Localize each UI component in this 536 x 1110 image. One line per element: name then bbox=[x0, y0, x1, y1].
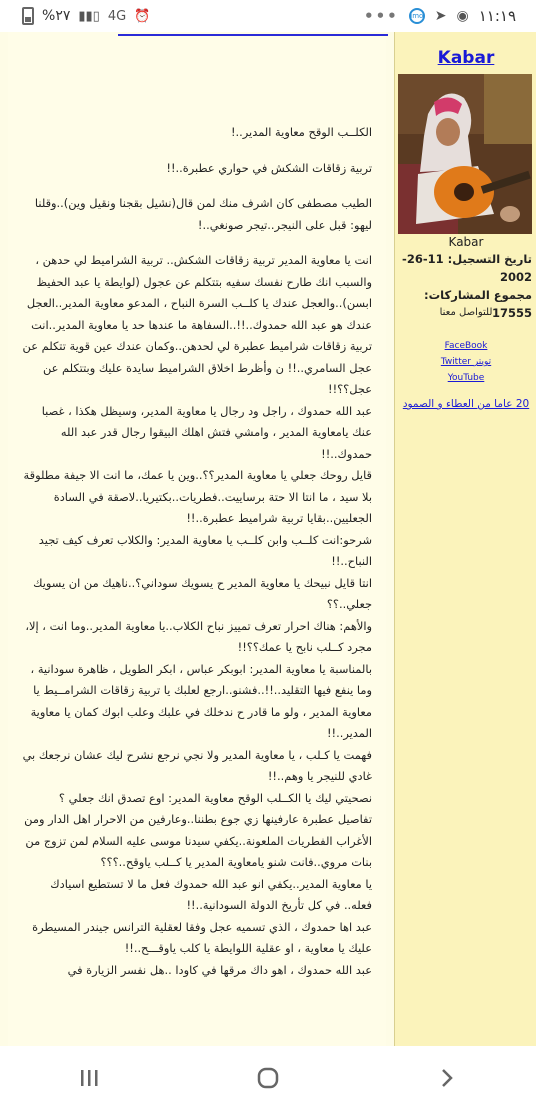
home-icon bbox=[256, 1066, 280, 1090]
imo-icon: imo bbox=[409, 8, 425, 24]
recent-apps-icon bbox=[79, 1068, 99, 1088]
recent-apps-button[interactable] bbox=[59, 1058, 119, 1098]
status-bar bbox=[0, 0, 536, 32]
posts-count: مجموع المشاركات: 17555 bbox=[424, 288, 532, 320]
telegram-icon: ➤ bbox=[434, 8, 447, 24]
post-body bbox=[8, 32, 386, 981]
post-paragraph: شرحو:انت كلــب وابن كلــب يا معاوية المدير: والكلاب تعرف كيف تجيد النباح..!! bbox=[38, 532, 372, 568]
post-paragraph: الطيب مصطفى كان اشرف منك لمن قال(نشيل بقجنا ونقيل وين)..وقلنا ليهو: قبل على النيجر..تيجر صونغي..! bbox=[34, 196, 372, 232]
post-paragraph: يا معاوية المدير..يكفي انو عبد الله حمدوك فعل ما لا تستطيع اسيادك فعله.. في كل تأريخ الدولة السودانية..!! bbox=[50, 876, 372, 912]
post-paragraph: تربية زقاقات الشكش في حواري عطبرة..!! bbox=[166, 160, 372, 175]
alarm-icon: ⏰ bbox=[134, 8, 151, 24]
android-nav-bar bbox=[0, 1046, 536, 1110]
contact-label: للتواصل معنا bbox=[439, 307, 493, 318]
post-paragraph: تفاصيل عطبرة عارفينها زي جوع بطننا..وعارفين من الاحرار اهل الدار ومن الأغراب الفطريات الملعونة..يكفي سيدنا موسى عليه السلام لمن تزوج من بنات مروي..فانت شنو يامعاوية المدير يا كــلب ياوقح..؟؟؟ bbox=[24, 812, 372, 869]
paragraph-gap bbox=[22, 179, 372, 193]
facebook-link[interactable]: FaceBook bbox=[444, 341, 488, 351]
paragraph-gap bbox=[22, 144, 372, 158]
post-paragraph: انت يا معاوية المدير تربية زقاقات الشكش.. تربية الشراميط لي حدهن ، والسبب انك طارح نفسك سفيه بتتكلم عن عجول (لوايطة يا عبد الحفيظ ابسن)..والعجل عندك يا كلــب السرة النباح ، المدعو معاوية المدير..العجل عندك هو عبد الله حمدوك..!!..السفاهة ما عندها حد يا معاوية المدير..انت تربية زقاقات شراميط عطبرة لي لحدهن..وكمان عندك عين قوية تتكلم عن عجل السامري..!! ن وأظرط اخلاق الشراميط سايدة عليك وبتتكلم عن عجل؟؟!! bbox=[22, 253, 372, 396]
registration-date: تاريخ التسجيل: 11-26-2002 bbox=[402, 252, 532, 284]
post-paragraph: بالمناسبة يا معاوية المدير: ابوبكر عباس ، ابكر الطويل ، ظاهرة سودانية ، وما ينفع فيها التقليد..!!..فشنو..ارجع لعلبك يا تربية زقاقات الشرامــيط يا معاوية المدير ، ولو ما قادر ح ندخلك في علبك وعلب ابوك كمان يا معاوية المدير..!! bbox=[30, 661, 372, 740]
home-button[interactable] bbox=[238, 1058, 298, 1098]
post-paragraph: عبد الله حمدوك ، اهو داك مرقها في كاودا ..هل نفسر الزيارة في bbox=[67, 962, 372, 977]
post-paragraph: قايل روحك جعلي يا معاوية المدير؟؟..وين يا عمك، ما انت الا جيفة مطلوقة بلا سيد ، ما انتا الا حتة برساييت..فطريات..بكتيريا..لاصقة في السادة الجعليين..بقايا تربية شراميط عطبرة..!! bbox=[23, 468, 372, 525]
more-icon: ••• bbox=[364, 7, 399, 25]
network-type: 4G bbox=[107, 8, 127, 24]
promo-link[interactable]: 20 عاما من العطاء و الصمود bbox=[402, 398, 530, 410]
battery-level: %٢٧ bbox=[42, 8, 71, 24]
username: Kabar bbox=[448, 235, 484, 249]
twitter-link[interactable]: Twitter تويتر bbox=[440, 357, 492, 367]
sidebar-title[interactable]: Kabar bbox=[437, 48, 495, 68]
back-icon bbox=[437, 1068, 457, 1088]
post-paragraph: والأهم: هناك احرار تعرف تمييز نباح الكلاب..يا معاوية المدير..وما انت ، إلا، مجرد كــلب نابح يا عمك؟؟!! bbox=[25, 618, 372, 654]
signal-icon: ▮▮▯ bbox=[78, 8, 100, 24]
post-paragraph: انتا قايل نبيحك يا معاوية المدير ح يسويك سوداني؟..ناهيك من ان يسويك جعلي..؟؟ bbox=[33, 575, 372, 611]
battery-icon bbox=[22, 7, 34, 25]
post-paragraph: نصحيتي ليك يا الكــلب الوقح معاوية المدير: اوع تصدق انك جعلي ؟ bbox=[58, 790, 372, 805]
post-paragraph: عبد الله حمدوك ، راجل ود رجال يا معاوية المدير، وسيظل هكذا ، غصبا عنك يامعاوية المدير ، وامشي فتش اهلك البيقوا رجال قدر عبد الله حمدوك..!! bbox=[41, 403, 372, 461]
top-link-stripe[interactable] bbox=[118, 32, 388, 36]
paragraph-gap bbox=[22, 236, 372, 250]
post-paragraph: الكلــب الوقح معاوية المدير..! bbox=[230, 125, 372, 139]
clock-time: ١١:١٩ bbox=[478, 7, 516, 25]
youtube-link[interactable]: YouTube bbox=[447, 373, 485, 383]
status-left bbox=[22, 7, 150, 25]
user-sidebar bbox=[394, 32, 536, 1046]
post-paragraph: عبد اها حمدوك ، الذي تسميه عجل وفقا لعقلية الترانس جيندر المسيطرة عليك يا معاوية ، او عقلية اللوايطة يا كلب ياوقـــح..!! bbox=[32, 919, 372, 955]
post-column bbox=[8, 32, 386, 1046]
user-avatar bbox=[398, 74, 532, 234]
back-button[interactable] bbox=[417, 1058, 477, 1098]
social-links bbox=[395, 338, 536, 386]
web-page[interactable] bbox=[0, 32, 536, 1046]
chrome-icon: ◉ bbox=[456, 8, 469, 24]
status-right bbox=[364, 7, 516, 25]
post-paragraph: فهمت يا كـلب ، يا معاوية المدير ولا نجي نرجع نشرح ليك عشان نرجعك بي غادي للنيجر يا وهم..!! bbox=[22, 747, 372, 783]
